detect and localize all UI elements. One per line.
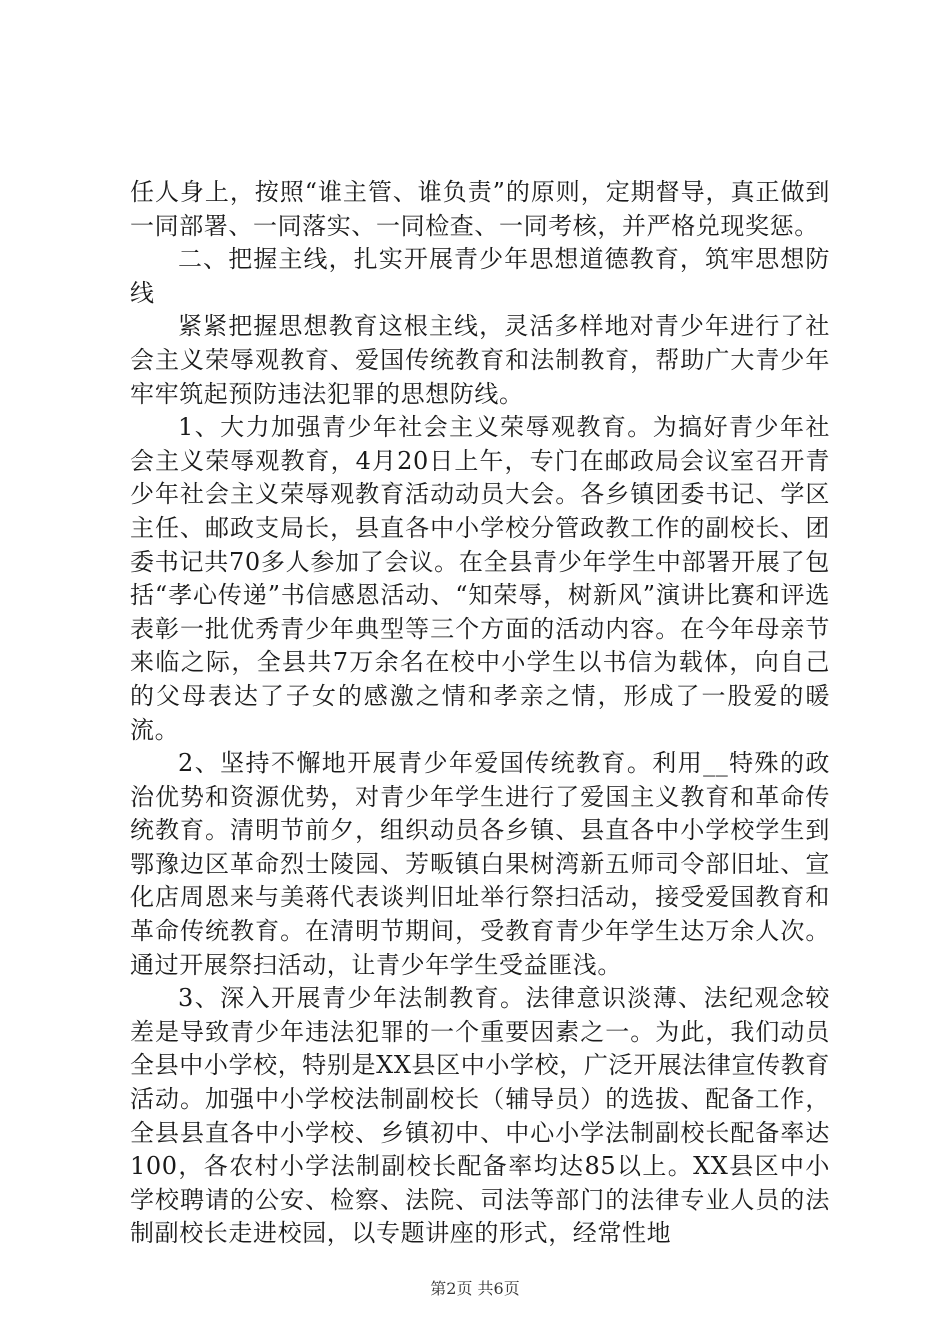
paragraph-continuation: 任人身上，按照“谁主管、谁负责”的原则，定期督导，真正做到一同部署、一同落实、一同检查、一同考核，并严格兑现奖惩。 (130, 178, 830, 240)
page-footer: 第2页 共6页 (430, 1279, 520, 1298)
paragraph-item-1: 1、大力加强青少年社会主义荣辱观教育。为搞好青少年社会主义荣辱观教育，4月20日上午，专门在邮政局会议室召开青少年社会主义荣辱观教育活动动员大会。各乡镇团委书记、学区主任、邮政支局长，县直各中小学校分管政教工作的副校长、团委书记共70多人参加了会议。在全县青少年学生中部署开展了包括“孝心传递”书信感恩活动、“知荣辱，树新风”演讲比赛和评选表彰一批优秀青少年典型等三个方面的活动内容。在今年母亲节来临之际，全县共7万余名在校中小学生以书信为载体，向自己的父母表达了子女的感激之情和孝亲之情，形成了一股爱的暖流。 (130, 413, 830, 744)
document-body (130, 176, 830, 1251)
paragraph-item-3: 3、深入开展青少年法制教育。法律意识淡薄、法纪观念较差是导致青少年违法犯罪的一个重要因素之一。为此，我们动员全县中小学校，特别是XX县区中小学校，广泛开展法律宣传教育活动。加强中小学校法制副校长（辅导员）的选拔、配备工作，全县县直各中小学校、乡镇初中、中心小学法制副校长配备率达100，各农村小学法制副校长配备率均达85以上。XX县区中小学校聘请的公安、检察、法院、司法等部门的法律专业人员的法制副校长走进校园，以专题讲座的形式，经常性地 (130, 984, 830, 1248)
paragraph-intro: 紧紧把握思想教育这根主线，灵活多样地对青少年进行了社会主义荣辱观教育、爱国传统教育和法制教育，帮助广大青少年牢牢筑起预防违法犯罪的思想防线。 (130, 312, 830, 408)
section-heading: 二、把握主线，扎实开展青少年思想道德教育，筑牢思想防线 (130, 245, 830, 307)
paragraph-item-2: 2、坚持不懈地开展青少年爱国传统教育。利用__特殊的政治优势和资源优势，对青少年学生进行了爱国主义教育和革命传统教育。清明节前夕，组织动员各乡镇、县直各中小学校学生到鄂豫边区革命烈士陵园、芳畈镇白果树湾新五师司令部旧址、宣化店周恩来与美蒋代表谈判旧址举行祭扫活动，接受爱国教育和革命传统教育。在清明节期间，受教育青少年学生达万余人次。通过开展祭扫活动，让青少年学生受益匪浅。 (130, 749, 830, 979)
